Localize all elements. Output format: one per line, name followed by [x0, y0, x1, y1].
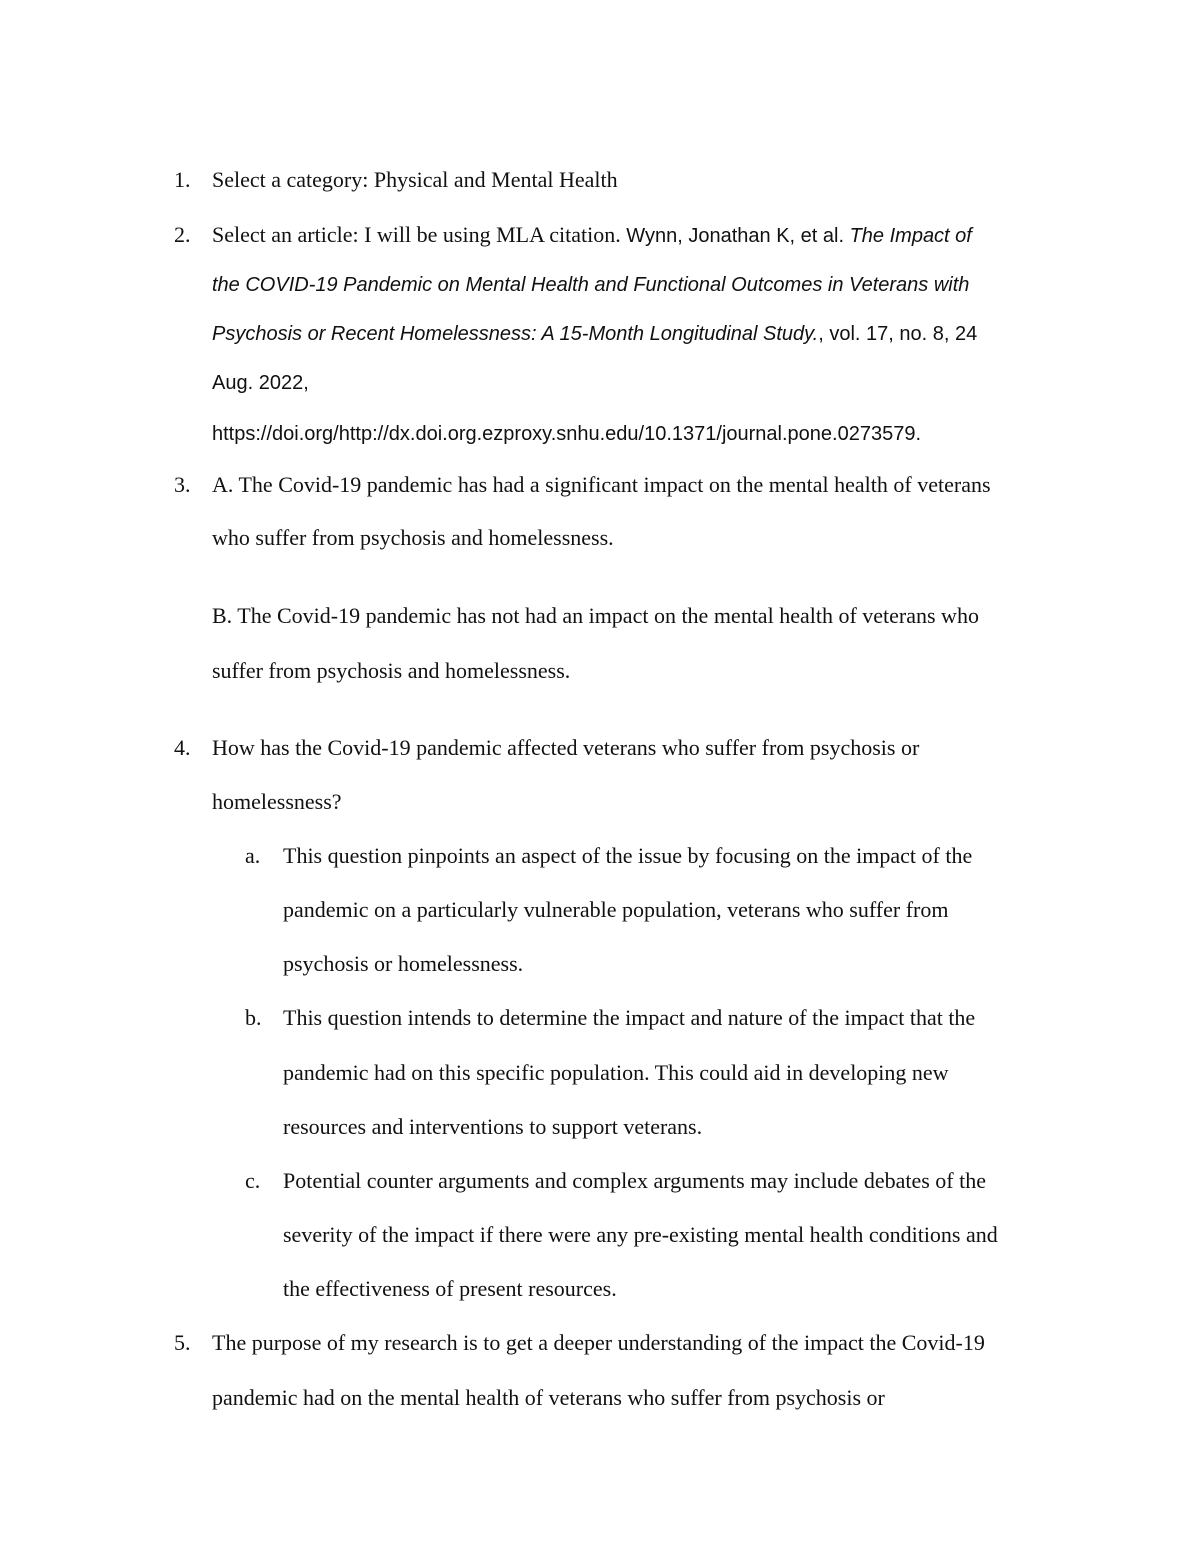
item-2-number: 2. [174, 222, 191, 247]
item-4b-letter: b. [245, 1005, 262, 1030]
item-2-line-1 [212, 222, 972, 251]
item-4c-line-1: Potential counter arguments and complex arguments may include debates of the [283, 1168, 986, 1193]
item-4c-line-3: the effectiveness of present resources. [283, 1276, 617, 1301]
item-3-a-line-1: A. The Covid-19 pandemic has had a significant impact on the mental health of veterans [212, 472, 991, 497]
item-2-title-part-2: the COVID-19 Pandemic on Mental Health and Functional Outcomes in Veterans with [212, 274, 970, 296]
item-4c-line-2: severity of the impact if there were any pre-existing mental health conditions and [283, 1222, 998, 1247]
item-4b-line-3: resources and interventions to support veterans. [283, 1114, 703, 1139]
item-2-volume: , vol. 17, no. 8, 24 [818, 323, 978, 345]
item-4-line-1: How has the Covid-19 pandemic affected veterans who suffer from psychosis or [212, 735, 920, 760]
item-4a-letter: a. [245, 843, 261, 868]
item-4a-line-3: psychosis or homelessness. [283, 951, 524, 976]
item-3-number: 3. [174, 472, 191, 497]
item-3-b-line-2: suffer from psychosis and homelessness. [212, 658, 571, 683]
item-2-author: Wynn, Jonathan K, et al. [620, 225, 850, 247]
item-5-line-1: The purpose of my research is to get a deeper understanding of the impact the Covid-19 [212, 1330, 985, 1355]
item-4b-line-2: pandemic had on this specific population. This could aid in developing new [283, 1060, 949, 1085]
item-1-number: 1. [174, 167, 191, 192]
item-4a-line-2: pandemic on a particularly vulnerable population, veterans who suffer from [283, 897, 949, 922]
item-4-line-2: homelessness? [212, 789, 342, 814]
item-4a-line-1: This question pinpoints an aspect of the issue by focusing on the impact of the [283, 843, 973, 868]
item-3-b-line-1: B. The Covid-19 pandemic has not had an impact on the mental health of veterans who [212, 603, 979, 628]
item-2-doi-link[interactable]: https://doi.org/http://dx.doi.org.ezproxy.snhu.edu/10.1371/journal.pone.0273579. [212, 423, 922, 445]
item-4b-line-1: This question intends to determine the impact and nature of the impact that the [283, 1005, 976, 1030]
item-3-a-line-2: who suffer from psychosis and homelessness. [212, 525, 614, 550]
item-2-date: Aug. 2022, [212, 372, 309, 394]
item-2-lead: Select an article: I will be using MLA citation. [212, 222, 621, 247]
item-5-number: 5. [174, 1330, 191, 1355]
item-1-text: Select a category: Physical and Mental Health [212, 167, 618, 192]
item-2-title-part-3: Psychosis or Recent Homelessness: A 15-Month Longitudinal Study. [212, 323, 819, 345]
item-5-line-2: pandemic had on the mental health of veterans who suffer from psychosis or [212, 1385, 885, 1410]
item-2-title-part-1: The Impact of [849, 225, 972, 247]
item-4-number: 4. [174, 735, 191, 760]
item-4c-letter: c. [245, 1168, 261, 1193]
item-2-line-3 [212, 321, 977, 349]
